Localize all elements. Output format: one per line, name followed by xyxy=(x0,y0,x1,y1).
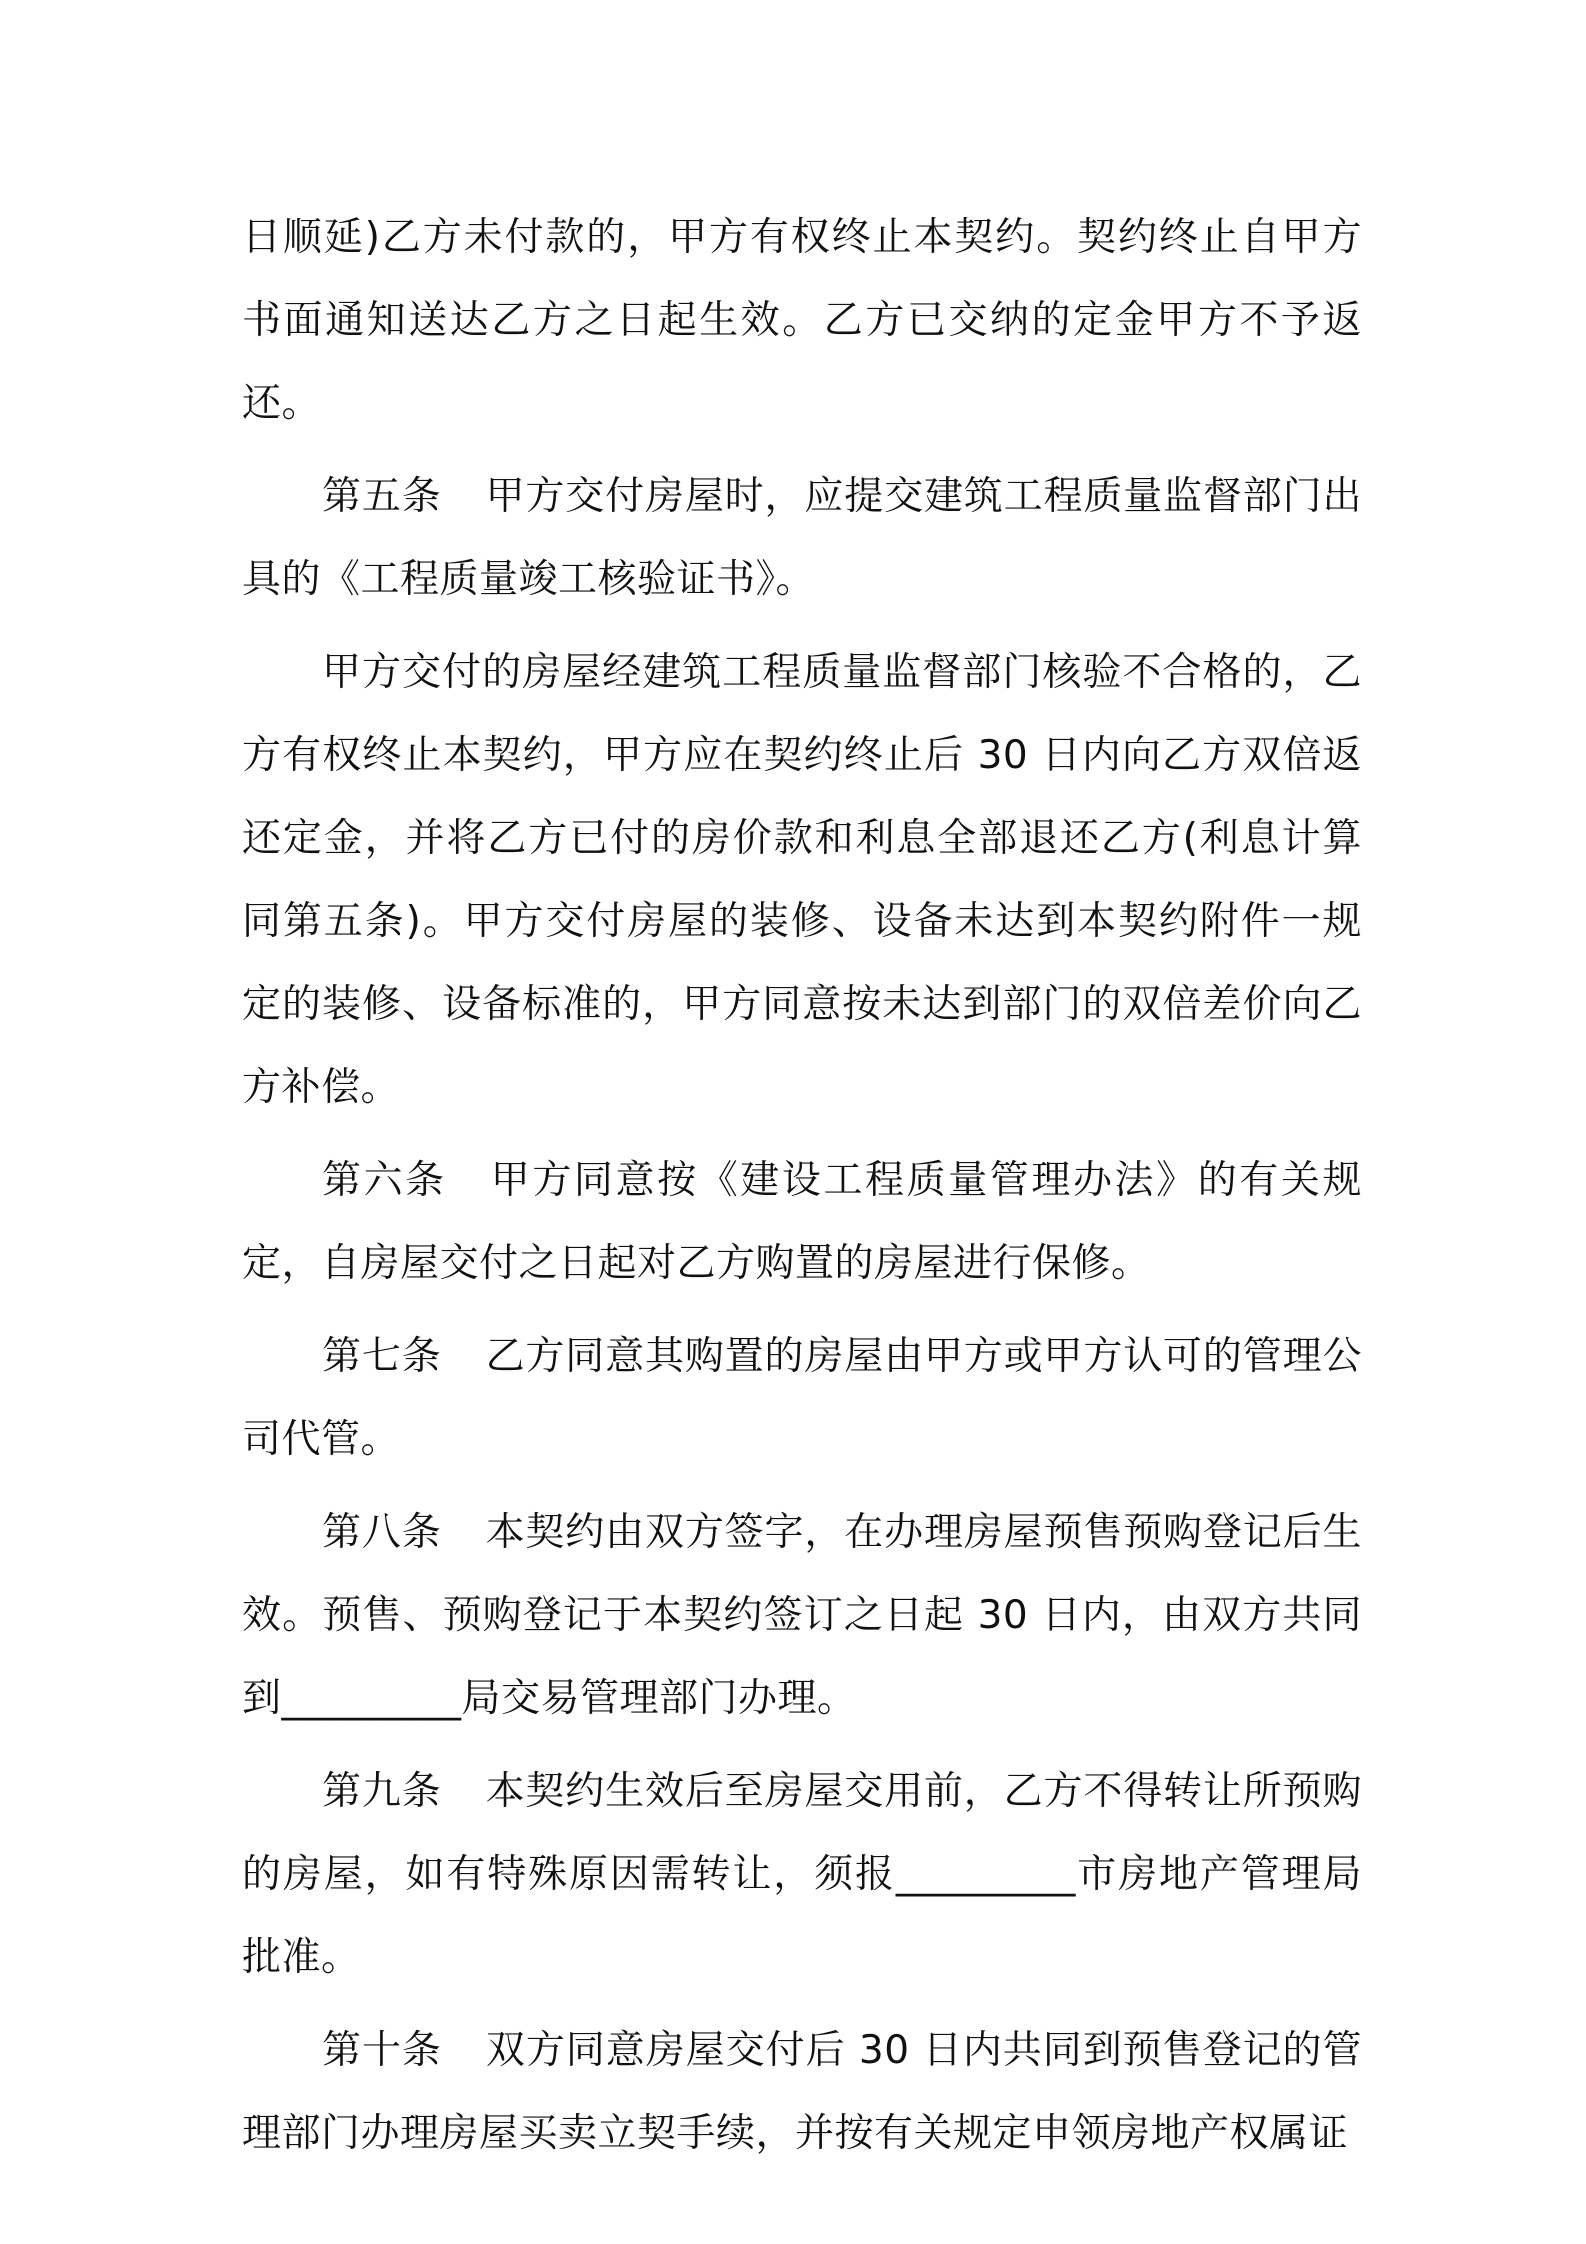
paragraph-article-8 xyxy=(242,1491,1362,1740)
article-number: 第十条 xyxy=(322,2028,442,2073)
paragraph-text: 本契约由双方签字，在办理房屋预售预购登记后生效。预售、预购登记于本契约签订之日起 30 日内，由双方共同到_________局交易管理部门办理。 xyxy=(242,1510,1362,1721)
paragraph-text: 乙方同意其购置的房屋由甲方或甲方认可的管理公司代管。 xyxy=(242,1334,1362,1462)
article-number: 第八条 xyxy=(322,1510,442,1555)
paragraph-text: 甲方同意按《建设工程质量管理办法》的有关规定，自房屋交付之日起对乙方购置的房屋进行保修。 xyxy=(242,1158,1362,1286)
paragraph-text: 日顺延)乙方未付款的，甲方有权终止本契约。契约终止自甲方书面通知送达乙方之日起生效。乙方已交纳的定金甲方不予返还。 xyxy=(242,215,1362,426)
article-number: 第七条 xyxy=(322,1334,442,1379)
paragraph-article-7 xyxy=(242,1315,1362,1481)
paragraph-continuation xyxy=(242,196,1362,445)
document-body xyxy=(242,196,1362,2185)
article-number: 第六条 xyxy=(322,1158,447,1203)
article-number: 第九条 xyxy=(322,1769,442,1814)
paragraph-text: 双方同意房屋交付后 30 日内共同到预售登记的管理部门办理房屋买卖立契手续，并按有关规定申领房地产权属证 xyxy=(242,2028,1362,2156)
article-number: 第五条 xyxy=(322,474,442,519)
paragraph-article-5-quality xyxy=(242,631,1362,1129)
paragraph-article-9 xyxy=(242,1750,1362,1999)
paragraph-text: 甲方交付房屋时，应提交建筑工程质量监督部门出具的《工程质量竣工核验证书》。 xyxy=(242,474,1362,602)
paragraph-text: 甲方交付的房屋经建筑工程质量监督部门核验不合格的，乙方有权终止本契约，甲方应在契约终止后 30 日内向乙方双倍返还定金，并将乙方已付的房价款和利息全部退还乙方(利息计算同第五条)。甲方交付房屋的装修、设备未达到本契约附件一规定的装修、设备标准的，甲方同意按未达到部门的双倍差价向乙方补偿。 xyxy=(242,650,1362,1110)
paragraph-article-5 xyxy=(242,455,1362,621)
paragraph-article-10 xyxy=(242,2009,1362,2175)
paragraph-article-6 xyxy=(242,1139,1362,1305)
paragraph-text: 本契约生效后至房屋交用前，乙方不得转让所预购的房屋，如有特殊原因需转让，须报_________市房地产管理局批准。 xyxy=(242,1769,1362,1980)
